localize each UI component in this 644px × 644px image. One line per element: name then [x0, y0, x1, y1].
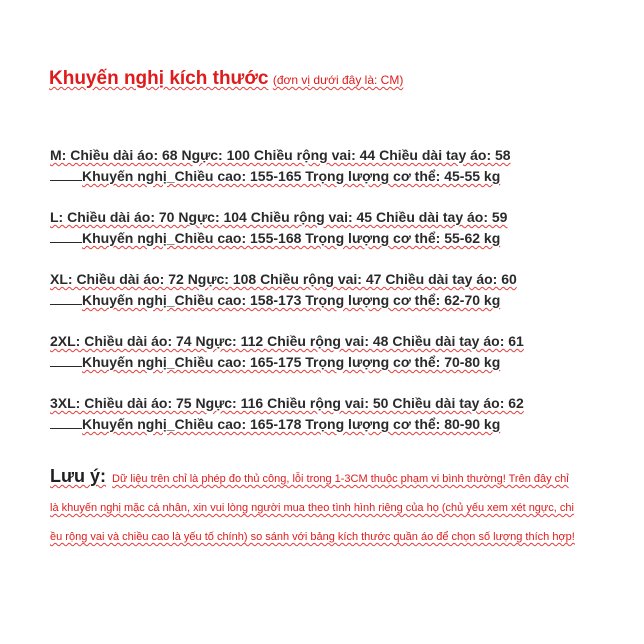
size-row-l	[50, 207, 507, 249]
note-line: Dữ liệu trên chỉ là phép đo thủ công, lỗi trong 1-3CM thuộc phạm vi bình thường! Trên đây chỉ	[112, 473, 569, 485]
size-recommendation: Khuyến nghị_Chiều cao: 155-168 Trọng lượng cơ thể: 55-62 kg	[82, 230, 501, 246]
blank-underline	[50, 168, 82, 181]
note-section	[50, 462, 616, 552]
size-recommendation: Khuyến nghị_Chiều cao: 165-178 Trọng lượng cơ thể: 80-90 kg	[82, 416, 501, 432]
title-unit: (đơn vị dưới đây là: CM)	[272, 73, 404, 87]
size-recommendation: Khuyến nghị_Chiều cao: 155-165 Trọng lượng cơ thể: 45-55 kg	[82, 168, 501, 184]
note-label: Lưu ý:	[50, 466, 107, 486]
size-measurements: XL: Chiều dài áo: 72 Ngực: 108 Chiều rộng vai: 47 Chiều dài tay áo: 60	[50, 271, 517, 287]
note-line: là khuyến nghị mặc cá nhân, xin vui lòng người mua theo tình hình riêng của họ (chủ yếu xem xét ngực, chi	[50, 502, 574, 514]
size-row-3xl	[50, 393, 524, 435]
blank-underline	[50, 354, 82, 367]
size-row-xl	[50, 269, 517, 311]
size-measurements: M: Chiều dài áo: 68 Ngực: 100 Chiều rộng vai: 44 Chiều dài tay áo: 58	[50, 147, 511, 163]
size-measurements: L: Chiều dài áo: 70 Ngực: 104 Chiều rộng vai: 45 Chiều dài tay áo: 59	[50, 209, 508, 225]
blank-underline	[50, 230, 82, 243]
size-recommendation: Khuyến nghị_Chiều cao: 165-175 Trọng lượng cơ thể: 70-80 kg	[82, 354, 501, 370]
size-recommendation: Khuyến nghị_Chiều cao: 158-173 Trọng lượng cơ thể: 62-70 kg	[82, 292, 501, 308]
note-line: ều rộng vai và chiều cao là yếu tố chính) so sánh với bảng kích thước quần áo để chọn số lượng thích hợp!	[50, 531, 575, 543]
size-row-m	[50, 145, 511, 187]
size-row-2xl	[50, 331, 524, 373]
blank-underline	[50, 292, 82, 305]
page-title	[49, 68, 403, 90]
blank-underline	[50, 416, 82, 429]
title-main: Khuyến nghị kích thước	[49, 68, 269, 89]
size-measurements: 2XL: Chiều dài áo: 74 Ngực: 112 Chiều rộng vai: 48 Chiều dài tay áo: 61	[50, 333, 524, 349]
size-measurements: 3XL: Chiều dài áo: 75 Ngực: 116 Chiều rộng vai: 50 Chiều dài tay áo: 62	[50, 395, 524, 411]
